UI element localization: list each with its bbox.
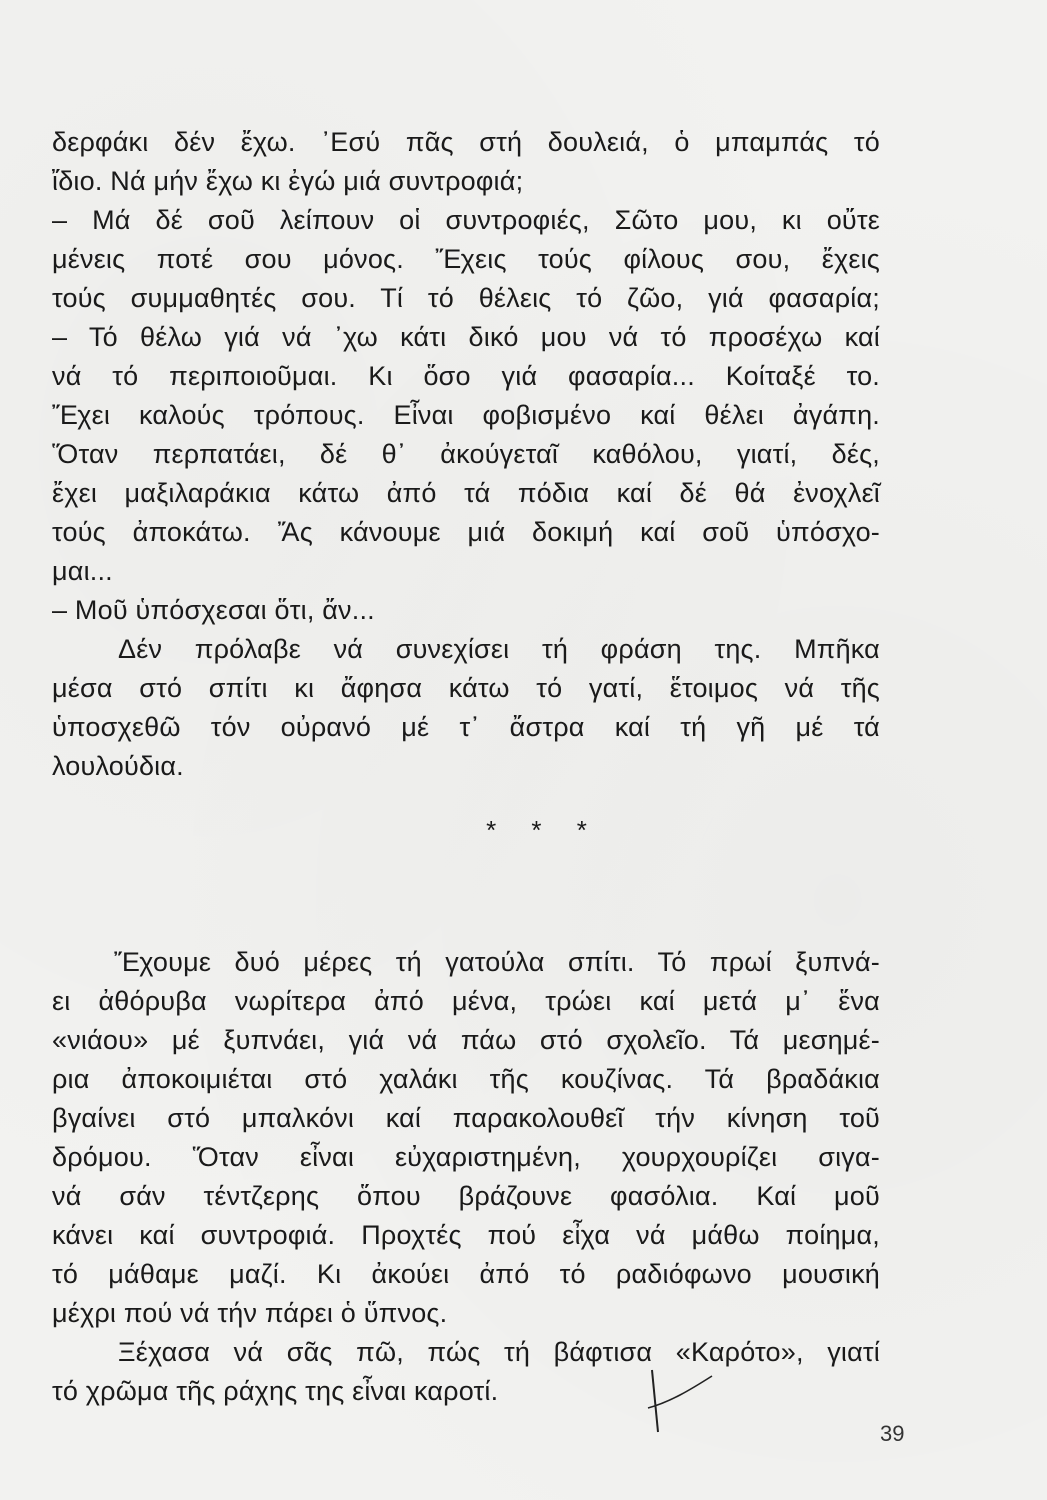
text-line: νά τό περιποιοῦμαι. Κι ὅσο γιά φασαρία... Κοίταξέ το. <box>52 361 880 391</box>
text-line: Ἔχουμε δυό μέρες τή γατούλα σπίτι. Τό πρωί ξυπνά- <box>114 947 880 977</box>
text-line: νά σάν τέντζερης ὅπου βράζουνε φασόλια. Καί μοῦ <box>52 1181 880 1211</box>
text-line: ἔχει μαξιλαράκια κάτω ἀπό τά πόδια καί δέ θά ἐνοχλεῖ <box>52 478 880 508</box>
text-line: – Μοῦ ὑπόσχεσαι ὅτι, ἄν... <box>52 595 375 625</box>
text-line: μέσα στό σπίτι κι ἄφησα κάτω τό γατί, ἕτοιμος νά τῆς <box>52 673 880 703</box>
text-line: μένεις ποτέ σου μόνος. Ἔχεις τούς φίλους σου, ἔχεις <box>52 244 880 274</box>
pen-mark-icon <box>640 1360 720 1440</box>
text-line: δρόμου. Ὅταν εἶναι εὐχαριστημένη, χουρχουρίζει σιγα- <box>52 1142 880 1172</box>
text-line: κάνει καί συντροφιά. Προχτές πού εἶχα νά μάθω ποίημα, <box>52 1220 880 1250</box>
text-line: ὑποσχεθῶ τόν οὐρανό μέ τ᾿ ἄστρα καί τή γῆ μέ τά <box>52 712 880 742</box>
text-line: λουλούδια. <box>52 751 184 781</box>
text-line: «νιάου» μέ ξυπνάει, γιά νά πάω στό σχολεῖο. Τά μεσημέ- <box>52 1025 880 1055</box>
text-line: – Μά δέ σοῦ λείπουν οἱ συντροφιές, Σῶτο μου, κι οὔτε <box>52 205 880 235</box>
page-number: 39 <box>880 1421 905 1446</box>
text-line: τό μάθαμε μαζί. Κι ἀκούει ἀπό τό ραδιόφωνο μουσική <box>52 1259 880 1289</box>
text-line: ἴδιο. Νά μήν ἔχω κι ἐγώ μιά συντροφιά; <box>52 166 524 196</box>
text-line: τό χρῶμα τῆς ράχης της εἶναι καροτί. <box>52 1376 499 1406</box>
text-line: τούς ἀποκάτω. Ἄς κάνουμε μιά δοκιμή καί σοῦ ὑπόσχο- <box>52 517 880 547</box>
section-separator: * * * <box>486 815 601 845</box>
text-line: Δέν πρόλαβε νά συνεχίσει τή φράση της. Μπῆκα <box>118 634 880 664</box>
text-line: δερφάκι δέν ἔχω. ᾿Εσύ πᾶς στή δουλειά, ὁ μπαμπάς τό <box>52 127 880 157</box>
text-line: μέχρι πού νά τήν πάρει ὁ ὕπνος. <box>52 1298 448 1328</box>
text-line: ρια ἀποκοιμιέται στό χαλάκι τῆς κουζίνας. Τά βραδάκια <box>52 1064 880 1094</box>
text-line: μαι... <box>52 556 113 586</box>
text-line: βγαίνει στό μπαλκόνι καί παρακολουθεῖ τήν κίνηση τοῦ <box>52 1103 880 1133</box>
text-line: Ὅταν περπατάει, δέ θ᾿ ἀκούγεταῖ καθόλου, γιατί, δές, <box>52 439 880 469</box>
text-line: τούς συμμαθητές σου. Τί τό θέλεις τό ζῶο, γιά φασαρία; <box>52 283 880 313</box>
text-line: – Τό θέλω γιά νά ᾿χω κάτι δικό μου νά τό προσέχω καί <box>52 322 880 352</box>
text-line: ει ἀθόρυβα νωρίτερα ἀπό μένα, τρώει καί μετά μ᾿ ἕνα <box>52 986 880 1016</box>
text-line: Ξέχασα νά σᾶς πῶ, πώς τή βάφτισα «Καρότο», γιατί <box>118 1337 880 1367</box>
text-line: Ἔχει καλούς τρόπους. Εἶναι φοβισμένο καί θέλει ἀγάπη. <box>52 400 880 430</box>
